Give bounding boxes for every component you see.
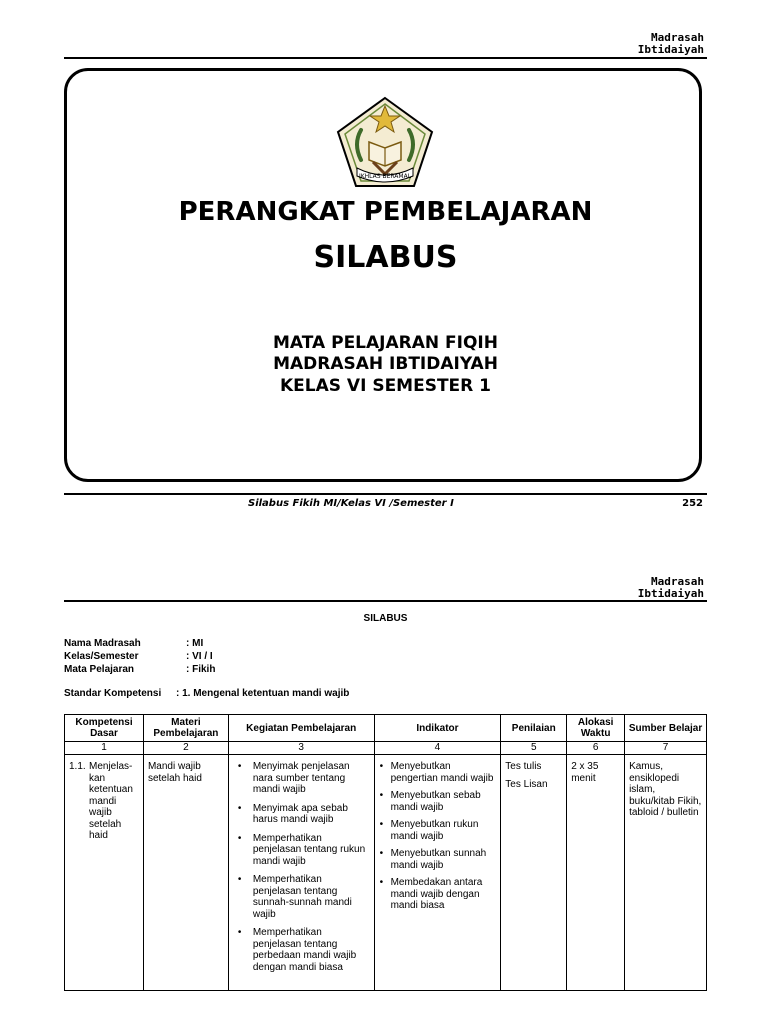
column-number: 2 <box>143 742 228 755</box>
list-item: • Memperhatikan penjelasan tentang sunnah-sunnah mandi wajib <box>233 874 370 920</box>
column-header: Penilaian <box>501 715 567 742</box>
column-header: Alokasi Waktu <box>567 715 625 742</box>
meta-value: : 1. Mengenal ketentuan mandi wajib <box>176 688 350 699</box>
column-header: Kegiatan Pembelajaran <box>228 715 374 742</box>
list-item: • Menyebutkan sunnah mandi wajib <box>379 848 497 871</box>
list-item: • Menyebutkan sebab mandi wajib <box>379 790 497 813</box>
kd-number: 1.1. <box>69 761 86 772</box>
meta-label: Standar Kompetensi <box>64 688 162 699</box>
header-line-1: Madrasah <box>651 575 704 588</box>
silabus-table <box>64 714 707 991</box>
cover-title: PERANGKAT PEMBELAJARAN <box>178 197 593 227</box>
page-number: 252 <box>682 498 703 509</box>
ministry-emblem-icon <box>335 96 435 188</box>
kd-text: Menjelas-kan ketentuan mandi wajib setelah haid <box>89 761 133 841</box>
meta-value: : VI / I <box>186 651 213 662</box>
meta-label: Nama Madrasah <box>64 638 141 649</box>
list-item: • Memperhatikan penjelasan tentang perbedaan mandi wajib dengan mandi biasa <box>233 927 370 973</box>
cover-line-1: MATA PELAJARAN FIQIH <box>273 333 498 353</box>
list-item: • Menyebutkan rukun mandi wajib <box>379 819 497 842</box>
column-header: Indikator <box>374 715 501 742</box>
header-rule <box>64 57 707 59</box>
indikator-cell <box>374 755 501 991</box>
column-number: 5 <box>501 742 567 755</box>
column-number: 3 <box>228 742 374 755</box>
kompetensi-dasar-cell <box>65 755 144 991</box>
svg-text:IKHLAS BERAMAL: IKHLAS BERAMAL <box>358 173 412 180</box>
penilaian-item: Tes tulis <box>505 761 542 772</box>
meta-value: : MI <box>186 638 204 649</box>
page1-header <box>638 32 704 56</box>
column-header: Materi Pembelajaran <box>143 715 228 742</box>
penilaian-cell <box>501 755 567 991</box>
meta-label: Kelas/Semester <box>64 651 139 662</box>
header-line-2: Ibtidaiyah <box>637 43 704 56</box>
cover-line-2: MADRASAH IBTIDAIYAH <box>273 354 498 374</box>
cover-subtitle: SILABUS <box>313 240 458 275</box>
column-number: 7 <box>625 742 707 755</box>
column-header: Kompetensi Dasar <box>65 715 144 742</box>
footer-rule <box>64 493 707 495</box>
column-number: 1 <box>65 742 144 755</box>
kegiatan-cell <box>228 755 374 991</box>
sumber-cell: Kamus, ensiklopedi islam, buku/kitab Fikih, tabloid / bulletin <box>625 755 707 991</box>
list-item: • Menyebutkan pengertian mandi wajib <box>379 761 497 784</box>
page2-header <box>638 576 704 600</box>
list-item: • Memperhatikan penjelasan tentang rukun mandi wajib <box>233 833 370 868</box>
table-row <box>65 755 707 991</box>
header-rule <box>64 600 707 602</box>
list-item: • Menyimak apa sebab harus mandi wajib <box>233 803 370 826</box>
table-number-row <box>65 742 707 755</box>
silabus-title: SILABUS <box>363 613 408 624</box>
penilaian-item: Tes Lisan <box>505 778 548 790</box>
list-item: • Menyimak penjelasan nara sumber tentang mandi wajib <box>233 761 370 796</box>
alokasi-cell: 2 x 35 menit <box>567 755 625 991</box>
header-line-2: Ibtidaiyah <box>637 587 704 600</box>
list-item: • Membedakan antara mandi wajib dengan mandi biasa <box>379 877 497 912</box>
cover-line-3: KELAS VI SEMESTER 1 <box>279 376 491 396</box>
materi-cell: Mandi wajib setelah haid <box>143 755 228 991</box>
table-header-row <box>65 715 707 742</box>
meta-value: : Fikih <box>186 664 216 675</box>
header-line-1: Madrasah <box>651 31 704 44</box>
column-number: 4 <box>374 742 501 755</box>
meta-label: Mata Pelajaran <box>64 664 135 675</box>
footer-text: Silabus Fikih MI/Kelas VI /Semester I <box>248 498 454 509</box>
column-header: Sumber Belajar <box>625 715 707 742</box>
column-number: 6 <box>567 742 625 755</box>
